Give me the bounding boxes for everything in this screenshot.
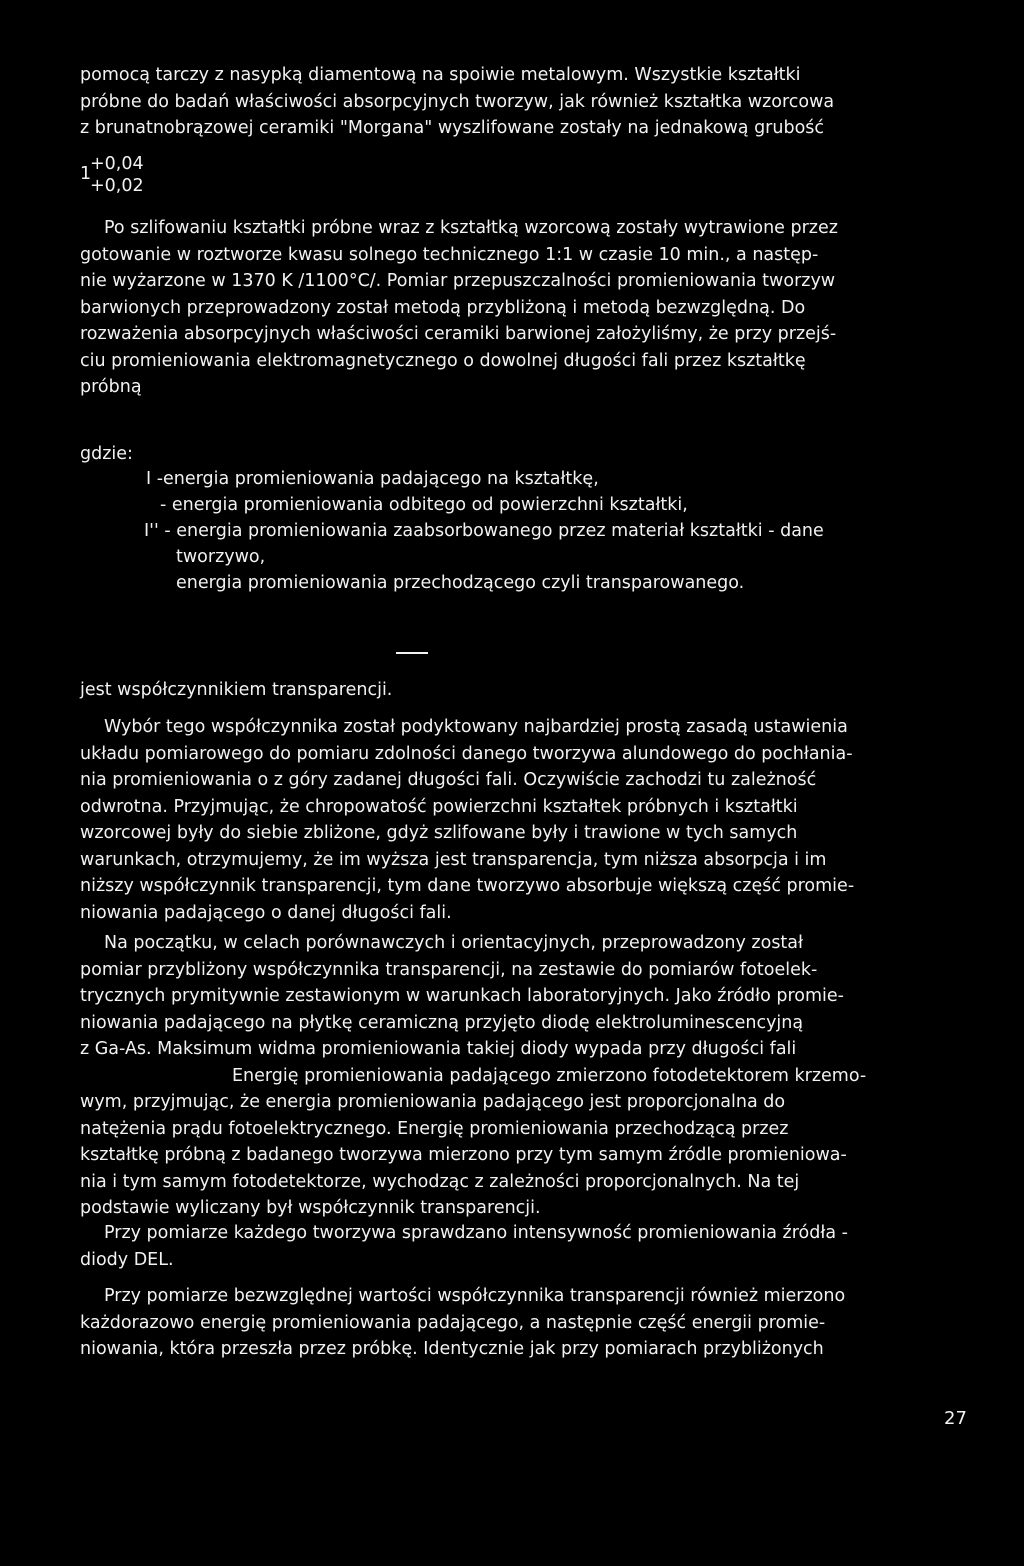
paragraph-2 xyxy=(80,215,955,401)
text-line: niższy współczynnik transparencji, tym dane tworzywo absorbuje większą część promie- xyxy=(80,876,855,896)
text-line: nia i tym samym fotodetektorze, wychodząc z zależności proporcjonalnych. Na tej xyxy=(80,1171,800,1192)
text-line: gotowanie w roztworze kwasu solnego technicznego 1:1 w czasie 10 min., a następ- xyxy=(80,244,819,265)
text-line: natężenia prądu fotoelektrycznego. Energię promieniowania przechodzącą przez xyxy=(80,1118,789,1139)
text-line: diody DEL. xyxy=(80,1249,174,1270)
text-line: próbną xyxy=(80,377,142,397)
text-line: Na początku, w celach porównawczych i orientacyjnych, przeprowadzony został xyxy=(104,933,803,953)
text-line: rozważenia absorpcyjnych właściwości ceramiki barwionej założyliśmy, że przy przejś- xyxy=(80,324,837,344)
text-line: odwrotna. Przyjmując, że chropowatość powierzchni kształtek próbnych i kształtki xyxy=(80,796,798,817)
definition-item: I'' - energia promieniowania zaabsorbowanego przez materiał kształtki - dane xyxy=(144,521,824,541)
paragraph-1 xyxy=(80,62,955,142)
text-line: Przy pomiarze każdego tworzywa sprawdzano intensywność promieniowania źródła - xyxy=(104,1223,848,1243)
paragraph-5 xyxy=(80,1220,955,1273)
text-line: kształtkę próbną z badanego tworzywa mierzono przy tym samym źródle promieniowa- xyxy=(80,1145,847,1165)
text-line: trycznych prymitywnie zestawionym w warunkach laboratoryjnych. Jako źródło promie- xyxy=(80,986,844,1006)
text-line: nia promieniowania o z góry zadanej długości fali. Oczywiście zachodzi tu zależność xyxy=(80,770,817,790)
formula-base: 1 xyxy=(80,164,92,184)
text-line: z brunatnobrązowej ceramiki "Morgana" wyszlifowane zostały na jednakową grubość xyxy=(80,118,825,138)
paragraph-6 xyxy=(80,1283,955,1363)
formula-lower-tolerance: +0,02 xyxy=(90,176,144,196)
formula-upper-tolerance: +0,04 xyxy=(90,154,144,174)
text-line: Wybór tego współczynnika został podyktowany najbardziej prostą zasadą ustawienia xyxy=(104,717,848,737)
definition-item: tworzywo, xyxy=(176,547,266,567)
text-line: próbne do badań właściwości absorpcyjnych tworzyw, jak również kształtka wzorcowa xyxy=(80,91,835,112)
text-line: wym, przyjmując, że energia promieniowania padającego jest proporcjonalna do xyxy=(80,1092,786,1112)
text-line: wzorcowej były do siebie zbliżone, gdyż szlifowane były i trawione w tych samych xyxy=(80,823,798,843)
text-line: ciu promieniowania elektromagnetycznego o dowolnej długości fali przez kształtkę xyxy=(80,350,806,371)
definitions-label: gdzie: xyxy=(80,444,133,464)
text-line: Energię promieniowania padającego zmierzono fotodetektorem krzemo- xyxy=(232,1065,867,1086)
transparency-note: jest współczynnikiem transparencji. xyxy=(80,680,393,700)
text-line: Przy pomiarze bezwzględnej wartości współczynnika transparencji również mierzono xyxy=(104,1286,846,1306)
text-line: układu pomiarowego do pomiaru zdolności danego tworzywa alundowego do pochłania- xyxy=(80,743,853,764)
text-line: Po szlifowaniu kształtki próbne wraz z kształtką wzorcową zostały wytrawione przez xyxy=(104,218,838,238)
text-line: każdorazowo energię promieniowania padającego, a następnie część energii promie- xyxy=(80,1312,826,1333)
text-line: nie wyżarzone w 1370 K /1100°C/. Pomiar przepuszczalności promieniowania tworzyw xyxy=(80,271,836,291)
definition-item: I -energia promieniowania padającego na kształtkę, xyxy=(146,469,599,489)
text-line: warunkach, otrzymujemy, że im wyższa jest transparencja, tym niższa absorpcja i im xyxy=(80,849,827,870)
page-number: 27 xyxy=(944,1408,967,1429)
definition-item: energia promieniowania przechodzącego czyli transparowanego. xyxy=(176,573,745,593)
text-line: barwionych przeprowadzony został metodą przybliżoną i metodą bezwzględną. Do xyxy=(80,297,806,318)
text-line: z Ga-As. Maksimum widma promieniowania takiej diody wypada przy długości fali xyxy=(80,1039,797,1059)
definition-item: - energia promieniowania odbitego od powierzchni kształtki, xyxy=(160,495,688,515)
text-line: pomocą tarczy z nasypką diamentową na spoiwie metalowym. Wszystkie kształtki xyxy=(80,65,801,85)
text-line: niowania padającego na płytkę ceramiczną przyjęto diodę elektroluminescencyjną xyxy=(80,1012,804,1033)
paragraph-4 xyxy=(80,930,955,1222)
text-line: podstawie wyliczany był współczynnik transparencji. xyxy=(80,1198,541,1218)
text-line: niowania, która przeszła przez próbkę. Identycznie jak przy pomiarach przybliżonych xyxy=(80,1339,824,1359)
dash-rule xyxy=(396,652,428,654)
paragraph-3 xyxy=(80,714,955,926)
text-line: pomiar przybliżony współczynnika transparencji, na zestawie do pomiarów fotoelek- xyxy=(80,959,818,980)
text-line: niowania padającego o danej długości fali. xyxy=(80,902,452,923)
